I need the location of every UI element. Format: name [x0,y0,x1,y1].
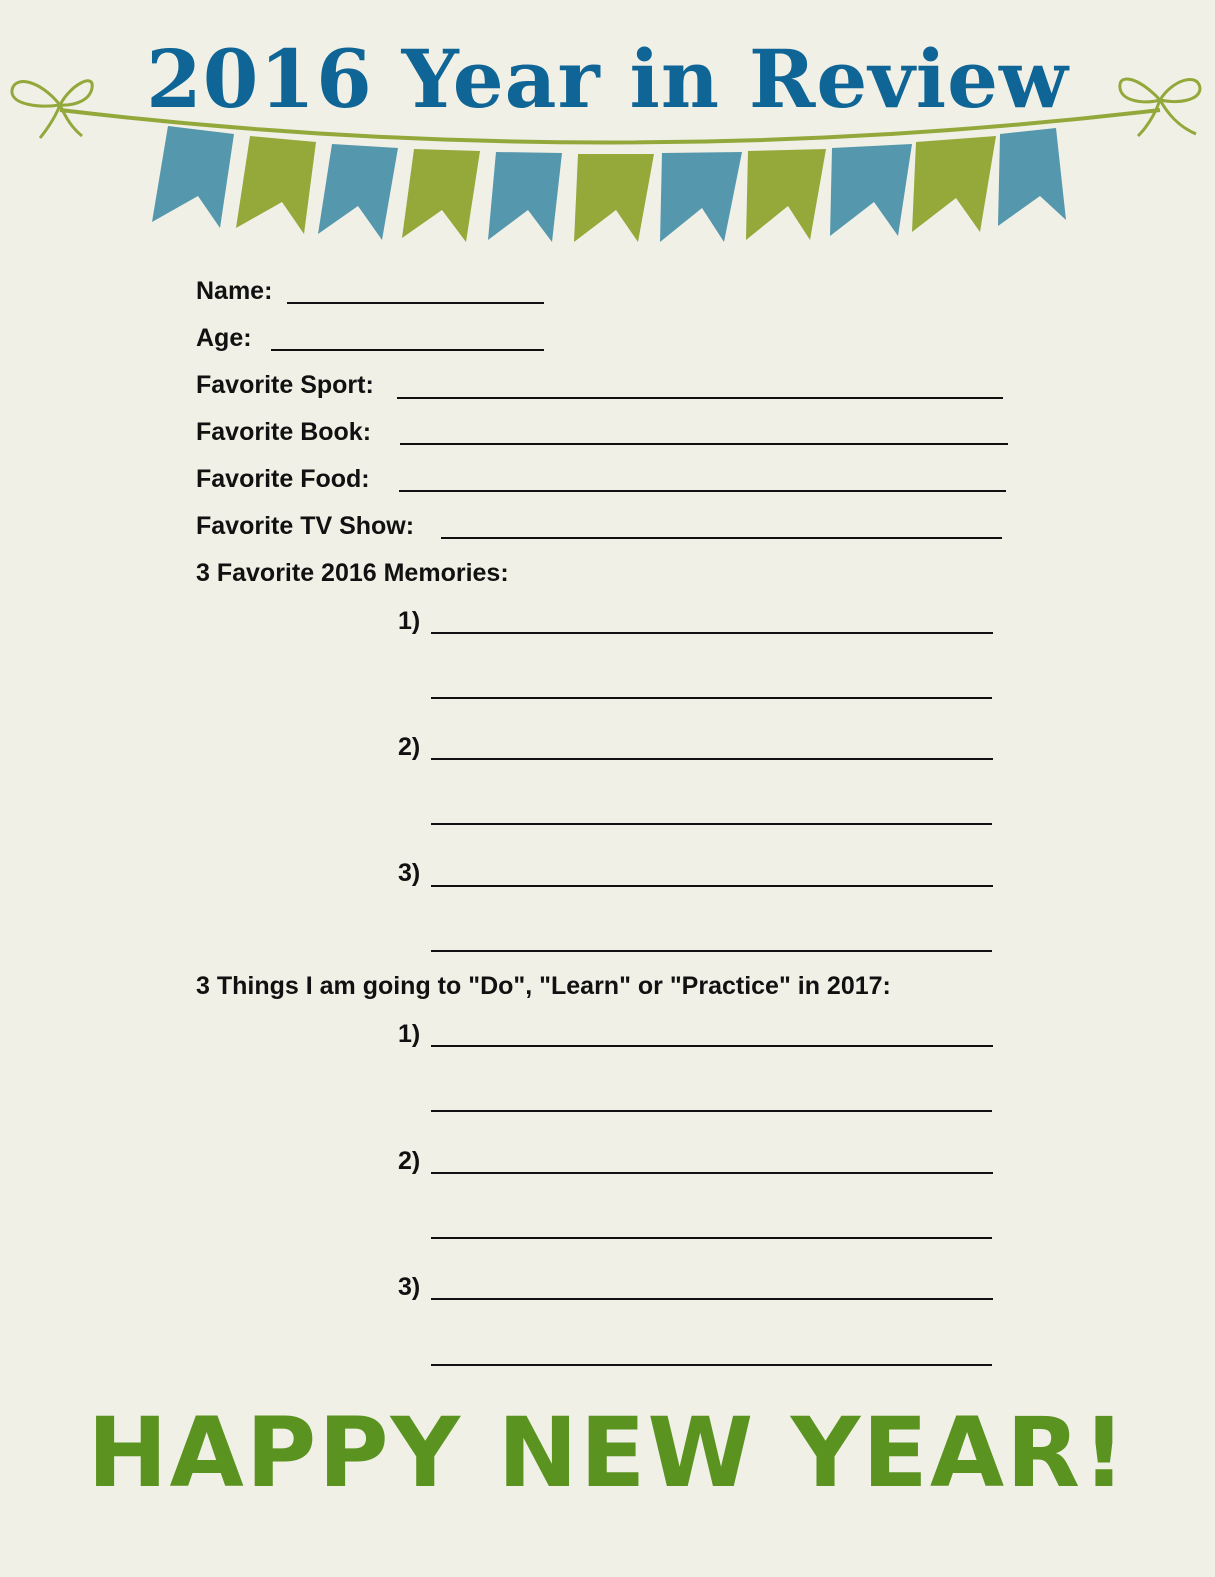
memory-number: 2) [398,733,421,761]
goal-2-line-1[interactable] [431,1172,993,1174]
goals-heading: 3 Things I am going to "Do", "Learn" or "Practice" in 2017: [196,972,891,1000]
favorite-food-label: Favorite Food: [196,465,370,493]
favorite-book-field[interactable] [400,443,1008,445]
name-field[interactable] [287,302,544,304]
memory-3-line-1[interactable] [431,885,993,887]
memory-3-line-2[interactable] [431,950,992,952]
pennant [998,128,1066,226]
memory-1-line-1[interactable] [431,632,993,634]
memory-number: 3) [398,859,421,887]
pennant [402,149,480,242]
pennant [318,144,398,240]
happy-new-year-title: HAPPY NEW YEAR! [87,1397,1128,1509]
goal-number: 2) [398,1147,421,1175]
right-bow-icon [1120,79,1200,136]
pennant [236,136,316,234]
goal-1-line-2[interactable] [431,1110,992,1112]
pennant [660,152,742,242]
goal-3-line-1[interactable] [431,1298,993,1300]
pennant [830,144,912,236]
goal-3-line-2[interactable] [431,1364,992,1366]
memory-1-line-2[interactable] [431,697,992,699]
memory-2-line-1[interactable] [431,758,993,760]
pennant [912,136,996,232]
age-label: Age: [196,324,252,352]
name-label: Name: [196,277,273,305]
pennant [152,126,234,228]
favorite-book-label: Favorite Book: [196,418,372,446]
memories-heading: 3 Favorite 2016 Memories: [196,559,509,587]
favorite-tv-show-label: Favorite TV Show: [196,512,415,540]
pennant [488,152,562,242]
goal-1-line-1[interactable] [431,1045,993,1047]
favorite-sport-field[interactable] [397,397,1003,399]
goal-number: 1) [398,1020,421,1048]
pennant [746,149,826,240]
page-title: 2016 Year in Review [146,32,1069,126]
favorite-tv-show-field[interactable] [441,537,1002,539]
memory-2-line-2[interactable] [431,823,992,825]
bunting-banner [0,60,1215,260]
goal-2-line-2[interactable] [431,1237,992,1239]
left-bow-icon [12,81,92,138]
favorite-food-field[interactable] [399,490,1006,492]
age-field[interactable] [271,349,544,351]
memory-number: 1) [398,607,421,635]
pennant [574,154,654,242]
favorite-sport-label: Favorite Sport: [196,371,374,399]
goal-number: 3) [398,1273,421,1301]
